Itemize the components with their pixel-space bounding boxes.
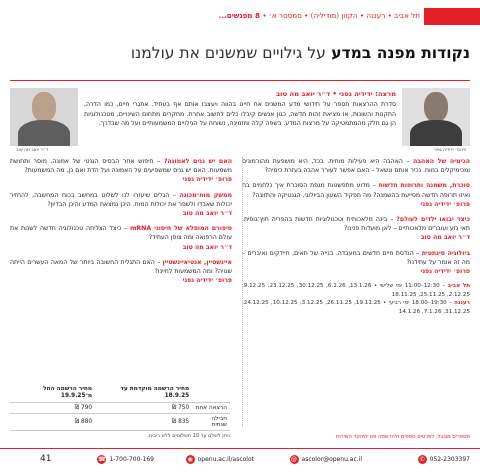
title-sub: על גילויים שמשנים את עולמנו [130,44,326,62]
topic-body: – האם התגלית החשובה ביותר של המאה העשרים הייתה שגויה? ומה המשמעות לחיינו? [10,258,232,276]
topic-body: – הגלים שיעזרו לנו לשלוט במחשב בכוח המחשבה, להחזיר יכולות שאבדו ולשפר את יכולות המוח. היכן נמצאת המדע והיכן הבדיון? [10,191,232,208]
schedule-label: רעננה [453,300,470,307]
photo-caption-right: פרופ׳ ידידיה גפני [434,148,466,153]
topic-heading: ממשק מוח־מכונה [179,191,233,199]
topic-heading: כיצד יבואו ילדים לעולם? [396,216,470,224]
topic-item [10,191,232,219]
topic-body: – מדוע מתפשטות מגפת הסוכרת איך נלחמים בה ואיזו תרופה חדשה מסייעת בהשמנה? מה תפקיד השעון הביולוגי, הגנטיקה והתזונה? [242,182,470,199]
topic-item [10,157,232,185]
topic-author: פרופ׳ ידידיה גפני [182,277,232,285]
page-title [8,44,470,62]
footer [0,448,480,468]
top-bar [0,8,480,25]
price-row-label: חבילה שנתית [192,414,230,431]
page-number: 41 [40,454,52,464]
topic-item [242,249,470,277]
schedule-row [242,299,470,316]
registration-note: מספרים מוגבל. לפרטים נוספים ולהרשמה פנו למוקד השירות [335,434,470,440]
price-header-label [192,384,230,403]
price-note: ניתן לשלם עד 10 תשלומים ללא ריבית. [147,433,230,439]
intro-text: סדרת ההרצאות תספר על חידושי מדע המשנים את חיינו בהווה ויעצבו אותם אף בעתיד. אתגרי חיים, כמו הדרה, התקנות והשונות, או מציאת זהות חדשה, כגון אנשים קיבלו כלים לחשוב אחרת. מחקרים מתחום השינויים, מטכנולוגיות הן גם חלק מהמתמטיקה על מרצות המדע. בשפה קלה ומזמינה, נשוחח על הגילויים המשמעותיים ועל מה שבדרך. [84,101,396,127]
phone-icon: ✆ [419,456,425,463]
table-row [10,414,230,431]
footer-phone[interactable] [418,455,470,464]
brand-block [424,8,480,25]
breadcrumb-sessions: 8 מפגשים... [218,11,261,20]
price-table [10,384,230,439]
schedule-label: תל אביב [447,283,471,290]
topic-author: פרופ׳ ידידיה גפני [420,200,470,208]
topic-body: – הנדסת חיים חדשים במעבדה. בנייה של תאים, חיידקים ואיברים – מה זה אומר על עתידנו? [242,249,470,266]
schedule-row [242,282,470,299]
topic-item [242,157,470,175]
topic-item [10,224,232,252]
topic-item [242,181,470,209]
table-row [10,403,230,414]
phone-icon: ☎ [98,456,106,463]
topic-heading: הכימיה של האהבה [413,158,471,165]
topics-left-column [10,157,232,291]
topic-item [242,215,470,243]
price-regular: 880 ₪ [10,414,95,431]
breadcrumb-city-1: תל אביב [394,11,420,20]
topic-body: – האהבה היא פעילות מוחית. בכל, היא מושפעת מהורמונים ומכימיקלים במוח. נכיר אותם ונשאל – האם אפשר לעורר אהבה בעזרת כימיה? [242,158,470,175]
topic-body: – חיפוש אחר הבסיס הגנטי של אמונה, מוסר ותחושת משמעות. האם יש גנים שמשפיעים על האמונה ועל הדת ואם כן, מה המשמעות? [10,158,232,175]
breadcrumb: תל אביב • רעננה • הקזון (מודיליה) • סמסטר א׳ • 8 מפגשים... [218,11,420,20]
topic-author: ד״ר יואב מה טוב [182,210,232,218]
price-early: 835 ₪ [95,414,192,431]
topic-item [10,258,232,286]
topic-body: – בינה מלאכותית וטכנולוגיות חדשות בהפריה חוץ־גופית. תאי גזע ועוברים מלאכותיים – לאן מועדות פנינו? [242,216,470,233]
schedule [242,282,470,316]
topic-heading: סוכרת, משמנה ותרופות חדשות [378,182,471,190]
footer-hotline[interactable] [97,455,154,464]
lecturer-photo-left [10,88,78,146]
topic-author: ד״ר יואב מה טוב [420,234,470,242]
web-icon: ◉ [187,456,193,463]
title-divider [10,80,470,81]
photo-caption-left: ד״ר יואב מה טוב [16,148,48,153]
price-header-early: מחיר הרשמה מוקדמת עד 18.9.25 [95,384,192,403]
topic-heading: ביולוגיה סינתטית [421,249,471,257]
breadcrumb-semester: סמסטר א׳ [268,11,302,20]
topic-author: פרופ׳ ידידיה גפני [182,176,232,184]
footer-email-text: ascolor@openu.ac.il [301,456,362,463]
lecturer-photo-right [402,88,470,146]
email-icon: @ [291,456,298,463]
footer-site-text: openu.ac.il/ascolot [197,456,254,463]
breadcrumb-city-2: רעננה [366,11,386,20]
price-row-label: הרצאה אחת [192,403,230,414]
intro-lecturers: מרצה: ידידיה גפני • ד״ר יואב מה טוב [275,90,396,98]
topic-heading: סיפורם המופלא של חיסוני mRNA [129,225,232,233]
title-main: נקודות מפנה במדע [331,44,470,62]
intro-block [84,90,396,128]
price-regular: 790 ₪ [10,403,95,414]
footer-phone-text: 052-2303397 [429,456,470,463]
price-header-regular: מחיר הרשמה החל מ־19.9.25 [10,384,95,403]
topic-heading: האם יש גנים לאמונה? [163,158,232,165]
footer-hotline-text: 1-700-700-169 [109,456,154,463]
topic-heading: איינשטיין, אנטיאיינשטיין [162,258,232,266]
topic-body: – כיצד הצליחה טכנולוגיה חדשה לשנות את עולם הרפואה ומה צופן העתיד? [10,225,232,242]
schedule-text: – 12:30–11:00 ימי שלישי • 13.1.26, 6.1.26, 30.12.25, 23.12.25, 9.12.25, 2.12.25, 25.11.25, 18.11.25 [242,283,470,298]
topic-author: פרופ׳ ידידיה גפני [420,268,470,276]
footer-site[interactable] [186,455,254,464]
schedule-text: – 19:30–18:00 ימי רביעי • 19.11.25, 26.11.25, 3.12.25, 10.12.25, 24.12.25, 31.12.25, 7.1.26, 14.1.26 [242,300,470,316]
topic-author: ד״ר יואב מה טוב [182,243,232,251]
footer-email[interactable] [290,455,362,464]
column-divider [242,157,243,427]
price-early: 750 ₪ [95,403,192,414]
topics-right-column [242,157,470,317]
breadcrumb-city-3: הקזון (מודיליה) [310,11,358,20]
